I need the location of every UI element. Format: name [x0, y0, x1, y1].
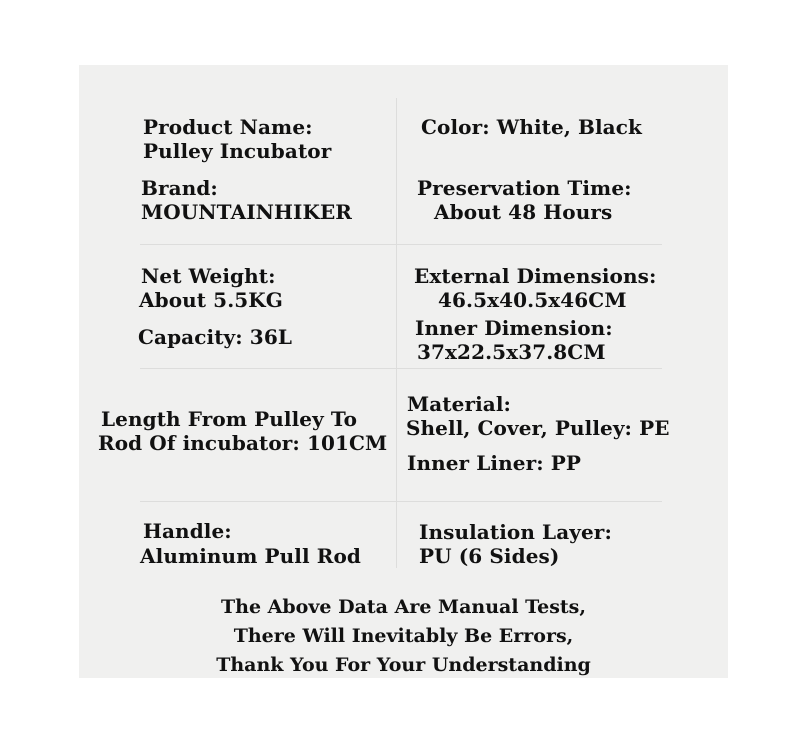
preservation-label: Preservation Time:	[417, 176, 632, 200]
material-liner: Inner Liner: PP	[407, 451, 582, 475]
handle-value: Aluminum Pull Rod	[140, 544, 362, 568]
net-weight-value: About 5.5KG	[139, 288, 283, 312]
insulation-value: PU (6 Sides)	[419, 544, 560, 568]
row-divider-3	[140, 501, 662, 502]
color-spec: Color: White, Black	[421, 115, 642, 139]
inner-dimension-value: 37x22.5x37.8CM	[417, 340, 606, 364]
length-line-2: Rod Of incubator: 101CM	[98, 431, 388, 455]
disclaimer	[79, 593, 728, 680]
material-label: Material:	[407, 392, 512, 416]
length-line-1: Length From Pulley To	[101, 407, 358, 431]
row-divider-1	[140, 244, 662, 245]
net-weight-label: Net Weight:	[141, 264, 276, 288]
capacity-spec: Capacity: 36L	[138, 325, 292, 349]
inner-dimension-label: Inner Dimension:	[415, 316, 613, 340]
product-name-label: Product Name:	[143, 115, 313, 139]
material-shell: Shell, Cover, Pulley: PE	[406, 416, 670, 440]
insulation-label: Insulation Layer:	[419, 520, 612, 544]
disclaimer-line-2: There Will Inevitably Be Errors,	[233, 625, 574, 647]
external-dimensions-label: External Dimensions:	[414, 264, 657, 288]
product-name-value: Pulley Incubator	[143, 139, 332, 163]
brand-value: MOUNTAINHIKER	[141, 200, 353, 224]
row-divider-2	[140, 368, 662, 369]
column-divider	[396, 98, 397, 568]
disclaimer-line-1: The Above Data Are Manual Tests,	[221, 596, 586, 618]
handle-label: Handle:	[143, 519, 232, 543]
disclaimer-line-3: Thank You For Your Understanding	[216, 654, 591, 676]
brand-label: Brand:	[141, 176, 218, 200]
preservation-value: About 48 Hours	[434, 200, 613, 224]
external-dimensions-value: 46.5x40.5x46CM	[438, 288, 627, 312]
